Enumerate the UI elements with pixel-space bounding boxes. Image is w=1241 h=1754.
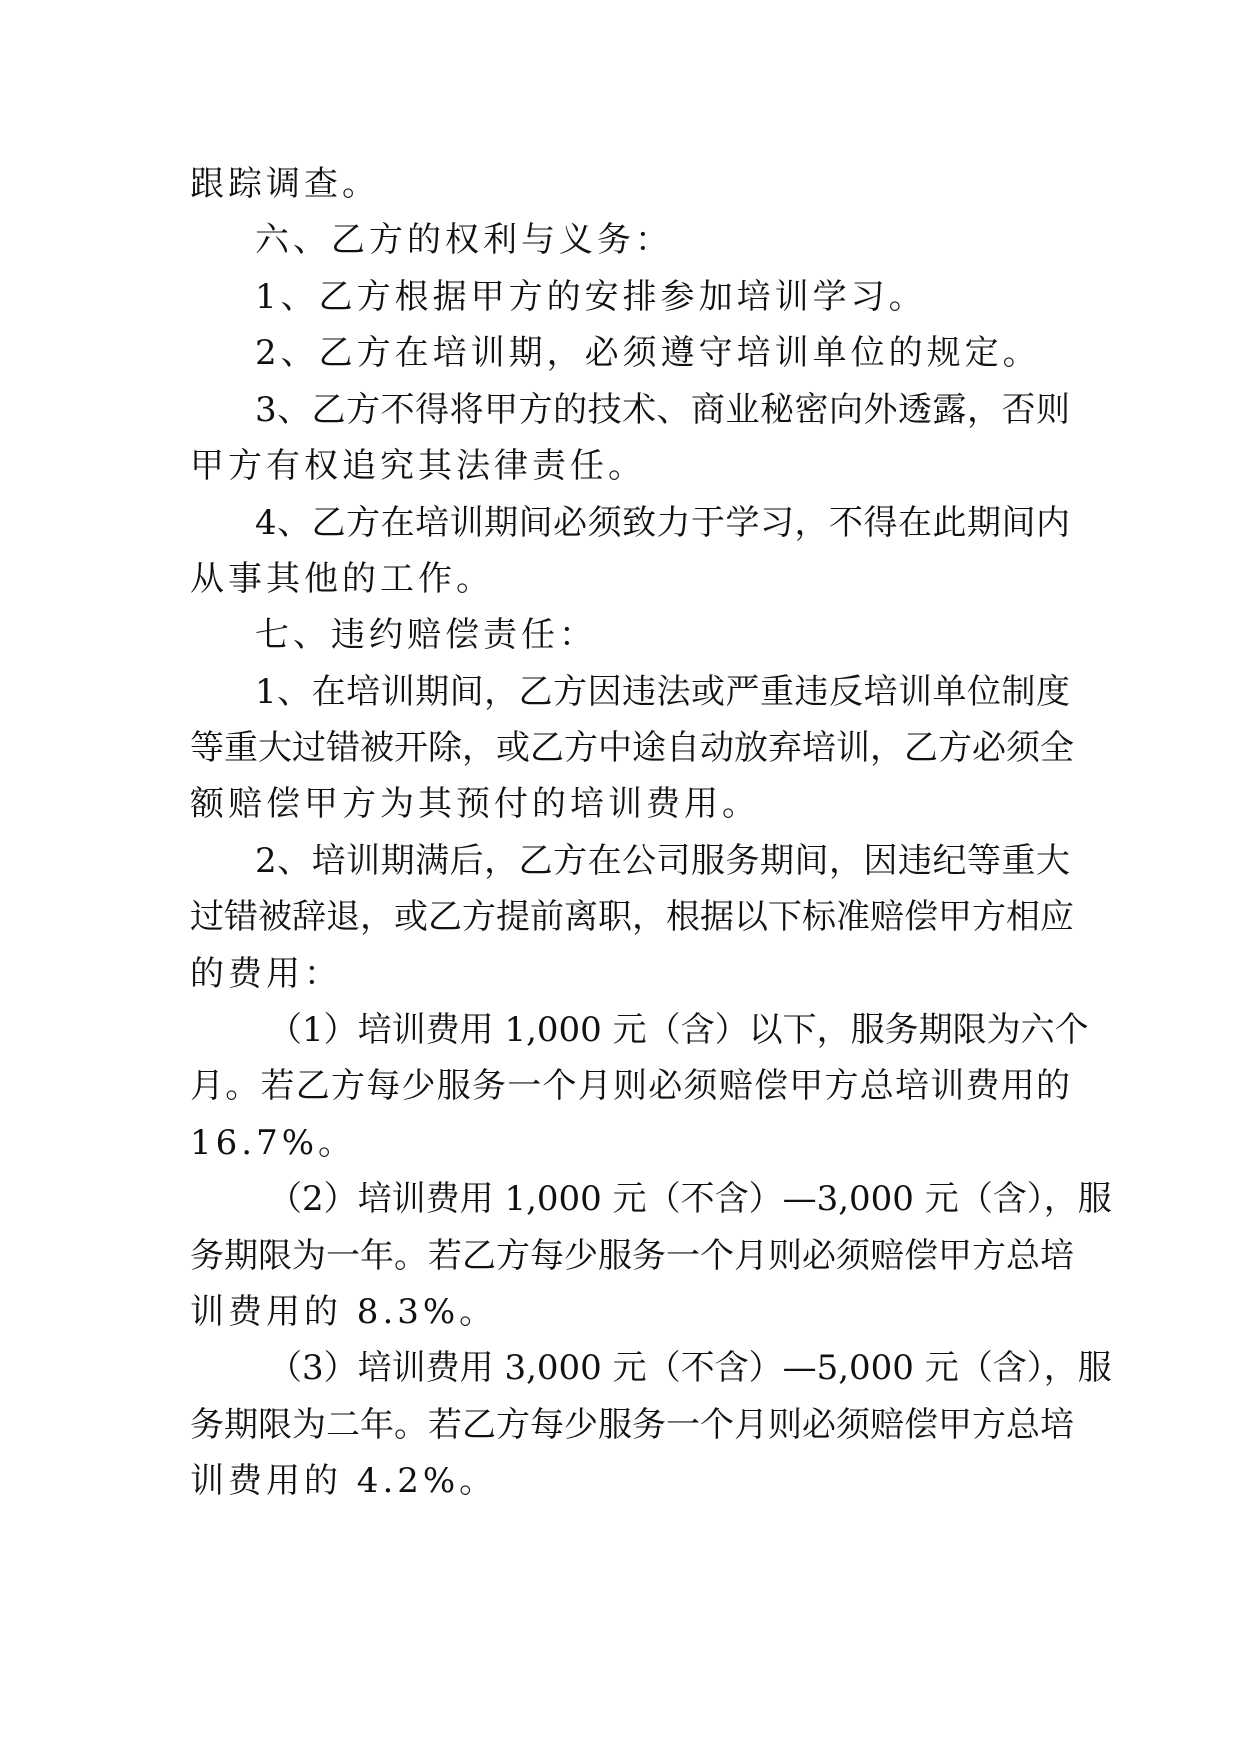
text-line: 2、乙方在培训期，必须遵守培训单位的规定。	[255, 333, 1041, 373]
text-line: 过错被辞退，或乙方提前离职，根据以下标准赔偿甲方相应	[190, 897, 1074, 937]
text-line: （1）培训费用 1,000 元（含）以下，服务期限为六个	[268, 1010, 1089, 1050]
text-line: 2、培训期满后，乙方在公司服务期间，因违纪等重大	[255, 841, 1070, 881]
text-line: 等重大过错被开除，或乙方中途自动放弃培训，乙方必须全	[190, 728, 1074, 768]
text-line: 的费用：	[190, 954, 342, 994]
text-line: 月。若乙方每少服务一个月则必须赔偿甲方总培训费用的	[190, 1066, 1070, 1106]
text-line: 3、乙方不得将甲方的技术、商业秘密向外透露，否则	[255, 390, 1070, 430]
text-line: 训费用的 8.3%。	[190, 1292, 498, 1332]
text-line: 1、乙方根据甲方的安排参加培训学习。	[255, 277, 927, 317]
text-line: 4、乙方在培训期间必须致力于学习，不得在此期间内	[255, 503, 1070, 543]
text-line: 务期限为一年。若乙方每少服务一个月则必须赔偿甲方总培	[190, 1236, 1074, 1276]
section-heading-six: 六、乙方的权利与义务：	[255, 220, 673, 260]
text-line: 16.7%。	[190, 1123, 357, 1163]
text-line: （2）培训费用 1,000 元（不含）—3,000 元（含），服	[268, 1179, 1112, 1219]
text-line: 1、在培训期间，乙方因违法或严重违反培训单位制度	[255, 672, 1070, 712]
text-line: 训费用的 4.2%。	[190, 1461, 498, 1501]
text-line: 从事其他的工作。	[190, 559, 494, 599]
text-line: 额赔偿甲方为其预付的培训费用。	[190, 784, 760, 824]
text-line: 务期限为二年。若乙方每少服务一个月则必须赔偿甲方总培	[190, 1405, 1074, 1445]
section-heading-seven: 七、违约赔偿责任：	[255, 615, 597, 655]
text-line: 跟踪调查。	[190, 164, 380, 204]
text-line: （3）培训费用 3,000 元（不含）—5,000 元（含），服	[268, 1348, 1112, 1388]
text-line: 甲方有权追究其法律责任。	[190, 446, 646, 486]
